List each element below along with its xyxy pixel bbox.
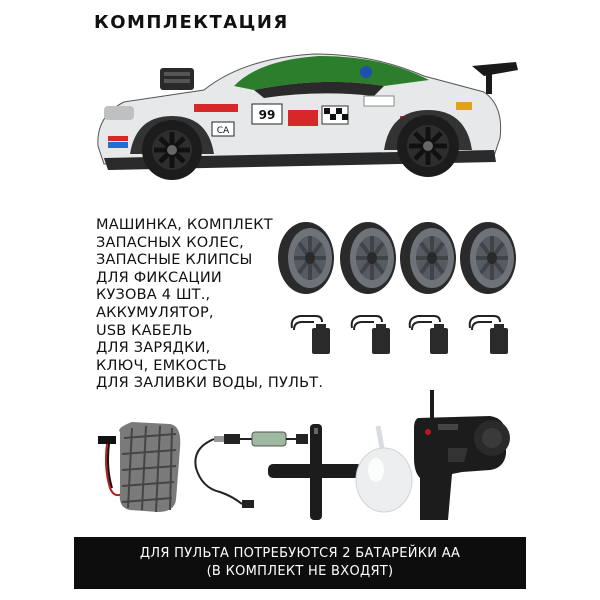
- description-line: ДЛЯ ЗАРЯДКИ,: [96, 340, 211, 357]
- spare-wheel-icon: [278, 222, 334, 294]
- description-line: ДЛЯ ФИКСАЦИИ: [96, 269, 222, 286]
- batteries-note-line: ДЛЯ ПУЛЬТА ПОТРЕБУЮТСЯ 2 БАТАРЕЙКИ АА: [139, 546, 461, 561]
- page-title: КОМПЛЕКТАЦИЯ: [94, 12, 289, 33]
- body-clip-icon: [352, 316, 390, 354]
- description-line: ЗАПАСНЫХ КОЛЕС,: [96, 234, 244, 251]
- description-line: ДЛЯ ЗАЛИВКИ ВОДЫ, ПУЛЬТ.: [96, 375, 324, 392]
- body-clip-icon: [292, 316, 330, 354]
- water-bottle-icon: [356, 426, 412, 512]
- spare-wheel-icon: [340, 222, 396, 294]
- car-side-badge: CA: [216, 126, 230, 136]
- batteries-note-line: (В КОМПЛЕКТ НЕ ВХОДЯТ): [206, 564, 394, 579]
- description-line: КЛЮЧ, ЕМКОСТЬ: [96, 357, 227, 374]
- description-line: АККУМУЛЯТОР,: [96, 304, 214, 321]
- remote-controller-icon: [414, 390, 510, 520]
- batteries-note-banner: [74, 537, 526, 589]
- body-clips-image: [286, 308, 530, 360]
- description-line: ЗАПАСНЫЕ КЛИПСЫ: [96, 252, 253, 269]
- description-line: КУЗОВА 4 ШТ.,: [96, 287, 211, 304]
- rc-car-image: [84, 46, 524, 186]
- spare-wheels-image: [270, 216, 532, 300]
- spare-wheel-icon: [460, 222, 516, 294]
- body-clip-icon: [470, 316, 508, 354]
- description-line: МАШИНКА, КОМПЛЕКТ: [96, 217, 273, 233]
- accessories-image: [92, 388, 512, 528]
- body-clip-icon: [410, 316, 448, 354]
- spare-wheel-icon: [400, 222, 456, 294]
- battery-icon: [98, 422, 180, 512]
- car-number: 99: [258, 108, 276, 122]
- description-line: USB КАБЕЛЬ: [96, 322, 193, 339]
